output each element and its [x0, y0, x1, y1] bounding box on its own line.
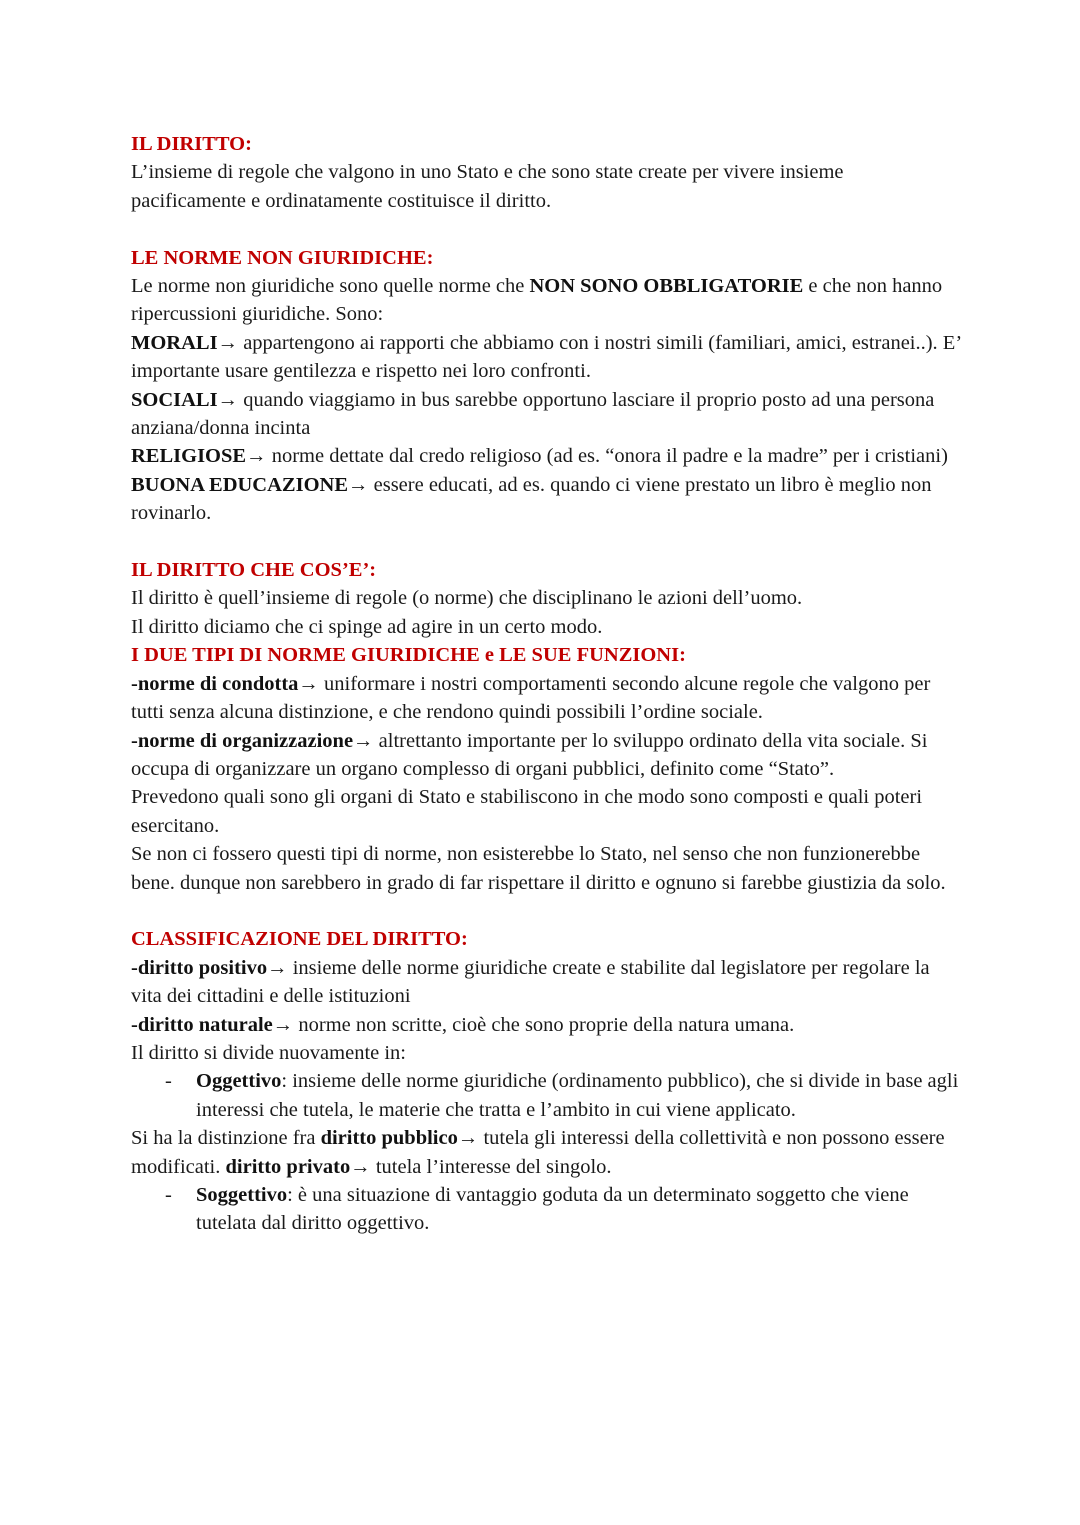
norm-description: → altrettanto importante per lo sviluppo ordinato della vita sociale. Si occupa di organizzare un organo complesso di organi pubblici, definito come “Stato”. — [131, 729, 928, 780]
term: -diritto naturale — [131, 1013, 273, 1036]
term-oggettivo: Oggettivo — [196, 1070, 282, 1093]
description-diritto-privato: → tutela l’interesse del singolo. — [350, 1155, 612, 1178]
term-soggettivo: Soggettivo — [196, 1183, 288, 1206]
norm-description: → appartengono ai rapporti che abbiamo con i nostri simili (familiari, amici, estranei..). E’ importante usare gentilezza e rispetto nei loro confronti. — [131, 331, 961, 383]
heading-classificazione: CLASSIFICAZIONE DEL DIRITTO: — [131, 928, 468, 951]
spacer — [131, 897, 961, 925]
norm-term: -norme di condotta — [131, 672, 299, 695]
norm-item-religiose — [131, 442, 961, 470]
paragraph-diritto-cose-line2: Il diritto diciamo che ci spinge ad agire in un certo modo. — [131, 615, 603, 638]
heading-due-tipi-norme: I DUE TIPI DI NORME GIURIDICHE e LE SUE FUNZIONI: — [131, 644, 686, 667]
norm-description: → uniformare i nostri comportamenti secondo alcune regole che valgono per tutti senza alcuna distinzione, e che rendono quindi possibili l’ordine sociale. — [131, 672, 931, 724]
document-page — [131, 130, 961, 1238]
norm-term: BUONA EDUCAZIONE — [131, 473, 348, 496]
norm-item-sociali — [131, 386, 961, 443]
heading-norme-non-giuridiche: LE NORME NON GIURIDICHE: — [131, 246, 434, 269]
paragraph-diritto-definition: L’insieme di regole che valgono in uno Stato e che sono state create per vivere insieme pacificamente e ordinatamente costituisce il diritto. — [131, 161, 844, 212]
term-diritto-privato: diritto privato — [225, 1155, 351, 1178]
bullet-soggettivo — [131, 1181, 961, 1238]
item-diritto-naturale — [131, 1011, 961, 1039]
norm-item-condotta — [131, 670, 961, 727]
description: → insieme delle norme giuridiche create e stabilite dal legislatore per regolare la vita dei cittadini e delle istituzioni — [131, 956, 930, 1008]
heading-il-diritto: IL DIRITTO: — [131, 133, 252, 155]
paragraph-divide: Il diritto si divide nuovamente in: — [131, 1041, 406, 1064]
heading-diritto-che-cose: IL DIRITTO CHE COS’E’: — [131, 559, 377, 582]
description-soggettivo: : è una situazione di vantaggio goduta da un determinato soggetto che viene tutelata dal diritto oggettivo. — [196, 1183, 909, 1235]
spacer — [131, 528, 961, 556]
intro-text-before: Le norme non giuridiche sono quelle norme che — [131, 275, 530, 298]
distinzione-text: Si ha la distinzione fra — [131, 1127, 321, 1150]
description: → norme non scritte, cioè che sono proprie della natura umana. — [272, 1013, 795, 1036]
bullet-dash: - — [165, 1183, 172, 1206]
paragraph-distinzione — [131, 1124, 961, 1181]
intro-bold-obbligatorie: NON SONO OBBLIGATORIE — [529, 275, 804, 298]
paragraph-norme-non-giuridiche-intro — [131, 272, 961, 329]
norm-term: RELIGIOSE — [131, 445, 247, 468]
bullet-oggettivo — [131, 1067, 961, 1124]
norm-term: SOCIALI — [131, 388, 218, 411]
norm-description: → norme dettate dal credo religioso (ad es. “onora il padre e la madre” per i cristiani) — [246, 445, 948, 468]
paragraph-diritto-cose-line1: Il diritto è quell’insieme di regole (o norme) che disciplinano le azioni dell’uomo. — [131, 587, 803, 610]
norm-item-organizzazione — [131, 727, 961, 784]
norm-item-morali — [131, 329, 961, 386]
description-oggettivo: : insieme delle norme giuridiche (ordinamento pubblico), che si divide in base agli interessi che tutela, le materie che tratta e l’ambito in cui viene applicato. — [196, 1070, 959, 1121]
norm-description: → essere educati, ad es. quando ci viene prestato un libro è meglio non rovinarlo. — [131, 473, 932, 525]
description-diritto-pubblico: → tutela gli interessi della collettività e non possono essere modificati. — [131, 1127, 945, 1178]
item-diritto-positivo — [131, 954, 961, 1011]
term-diritto-pubblico: diritto pubblico — [320, 1127, 458, 1150]
norm-term: MORALI — [131, 331, 218, 354]
norm-term: -norme di organizzazione — [131, 729, 354, 752]
spacer — [131, 215, 961, 243]
bullet-dash: - — [165, 1070, 172, 1093]
norm-item-buona-educazione — [131, 471, 961, 528]
norm-description: → quando viaggiamo in bus sarebbe opportuno lasciare il proprio posto ad una persona anziana/donna incinta — [131, 388, 935, 440]
paragraph-senza-norme: Se non ci fossero questi tipi di norme, non esisterebbe lo Stato, nel senso che non funzionerebbe bene. dunque non sarebbero in grado di far rispettare il diritto e ognuno si farebbe giustizia da solo. — [131, 843, 946, 894]
intro-text-after: e che non hanno ripercussioni giuridiche. Sono: — [131, 275, 943, 326]
paragraph-organi-stato: Prevedono quali sono gli organi di Stato e stabiliscono in che modo sono composti e quali poteri esercitano. — [131, 786, 923, 837]
term: -diritto positivo — [131, 956, 268, 979]
